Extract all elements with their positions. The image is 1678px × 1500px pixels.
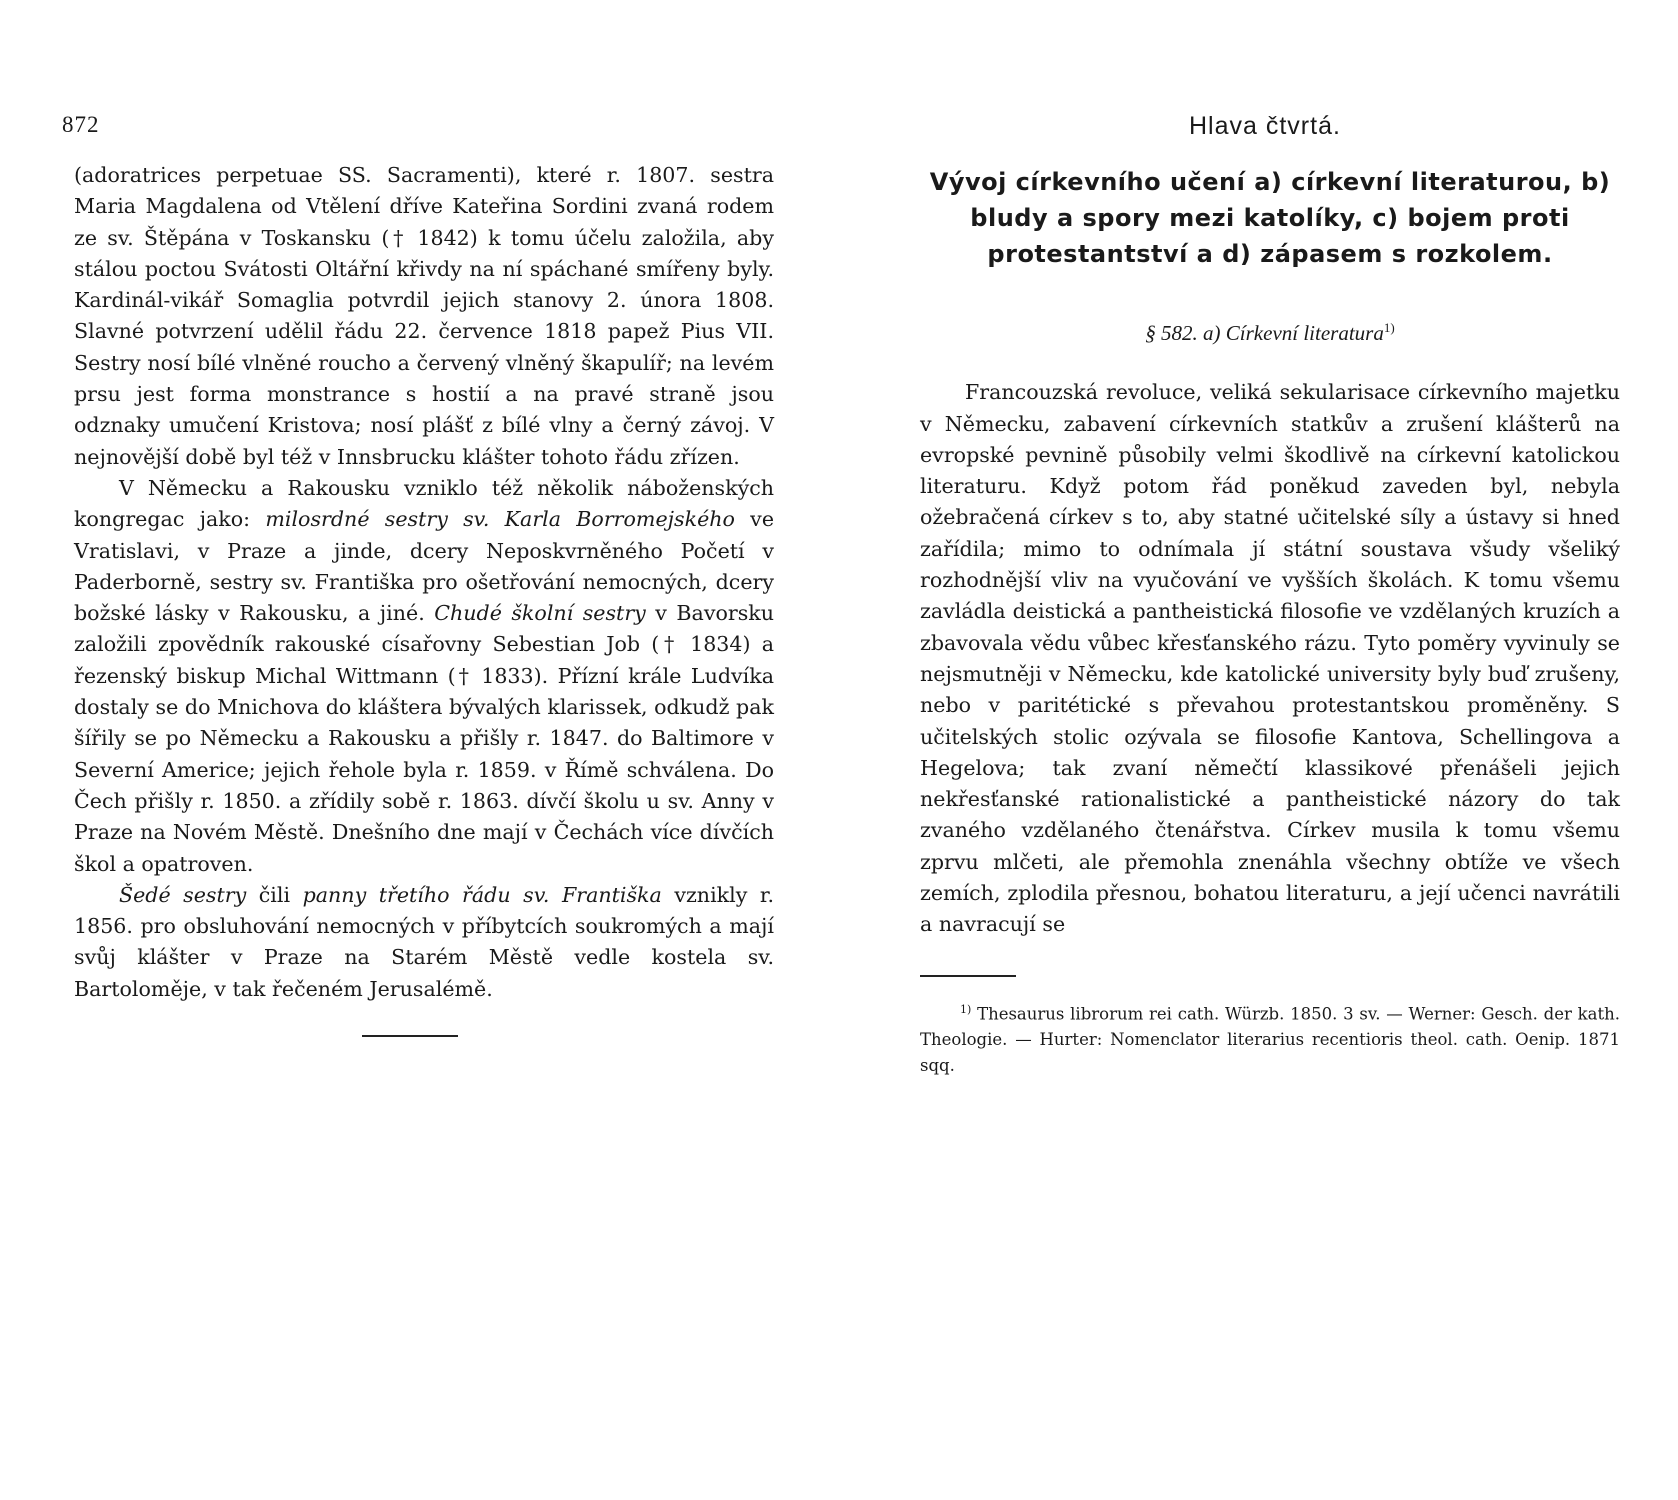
section-heading (920, 312, 1620, 349)
end-rule (362, 1035, 458, 1037)
running-head: Hlava čtvrtá. (1189, 112, 1341, 140)
italic-run: milosrdné sestry sv. Karla Borromejského (265, 507, 735, 532)
left-column (74, 160, 774, 1005)
text-run: V Německu a Rakousku vzniklo též několik náboženských kongregac jako: (74, 475, 774, 532)
footnote-reference: 1) (1383, 320, 1395, 335)
text-run: čili (246, 882, 303, 907)
footnote-text: Thesaurus librorum rei cath. Würzb. 1850. 3 sv. — Werner: Gesch. der kath. Theologie. — Hurter: Nomenclator literarius recentioris theol. cath. Oenip. 1871 sqq. (920, 1004, 1620, 1076)
italic-run: Chudé školní sestry (434, 601, 646, 626)
text-run: vznikly r. 1856. pro obsluhování nemocných v příbytcích soukromých a mají svůj klášter v Praze na Starém Městě vedle kostela sv. Bartoloměje, v tak řečeném Jerusalémě. (74, 882, 774, 1001)
italic-run: Šedé sestry (119, 882, 247, 907)
left-paragraph-2 (74, 473, 774, 880)
text-run: ve Vratislavi, v Praze a jinde, dcery Neposkvrněného Početí v Paderborně, sestry sv. Františka pro ošetřování nemocných, dcery božské lásky v Rakousku, a jiné. (74, 507, 775, 626)
left-paragraph-1: (adoratrices perpetuae SS. Sacramenti), které r. 1807. sestra Maria Magdalena od Vtělení dříve Kateřina Sordini zvaná rodem ze sv. Štěpána v Toskansku († 1842) k tomu účelu založila, aby stálou poctou Svátosti Oltářní křivdy na ní spáchané smířeny byly. Kardinál-vikář Somaglia potvrdil jejich stanovy 2. února 1808. Slavné potvrzení udělil řádu 22. července 1818 papež Pius VII. Sestry nosí bílé vlněné roucho a červený vlněný škapulíř; na levém prsu jest forma monstrance s hostií a na pravé straně jsou odznaky umučení Kristova; nosí plášť z bílé vlny a černý závoj. V nejnovější době byl též v Innsbrucku klášter tohoto řádu zřízen. (74, 163, 774, 469)
page-number: 872 (62, 112, 100, 137)
chapter-title: Vývoj církevního učení a) církevní literaturou, b) bludy a spory mezi katolíky, c) bojem proti protestantství a d) zápasem s rozkolem. (929, 168, 1611, 268)
text-run: v Bavorsku založili zpovědník rakouské císařovny Sebestian Job († 1834) a řezenský biskup Michal Wittmann († 1833). Přízní krále Ludvíka dostaly se do Mnichova do kláštera bývalých klarissek, odkudž pak šířily se po Německu a Rakousku a přišly r. 1847. do Baltimore v Severní Americe; jejich řehole byla r. 1859. v Římě schválena. Do Čech přišly r. 1850. a zřídily sobě r. 1863. dívčí školu u sv. Anny v Praze na Novém Městě. Dnešního dne mají v Čechách více dívčích škol a opatroven. (74, 601, 775, 876)
footnote-mark: 1) (960, 1002, 972, 1016)
footnote-rule (920, 975, 1016, 977)
left-paragraph-3 (74, 880, 774, 1005)
right-column (920, 164, 1620, 1079)
italic-run: panny třetího řádu sv. Františka (302, 882, 662, 907)
footnote (920, 997, 1620, 1080)
right-paragraph-1: Francouzská revoluce, veliká sekularisace církevního majetku v Německu, zabavení církevních statkův a zrušení klášterů na evropské pevnině působily velmi škodlivě na církevní katolickou literaturu. Když potom řád poněkud zaveden byl, nebyla ožebračená církev s to, aby statné učitelské síly a ústavy si hned zařídila; mimo to odnímala jí státní soustava všudy všeliký rozhodnější vliv na vyučování ve vyšších školách. K tomu všemu zavládla deistická a pantheistická filosofie ve vzdělaných kruzích a zbavovala vědu vůbec křesťanského rázu. Tyto poměry vyvinuly se nejsmutněji v Německu, kde katolické university byly buď zrušeny, nebo v paritétické s převahou protestantskou proměněny. S učitelských stolic ozývala se filosofie Kantova, Schellingova a Hegelova; tak zvaní němečtí klassikové přenášeli jejich nekřesťanské rationalistické a pantheistické názory do tak zvaného vzdělaného čtenářstva. Církev musila k tomu všemu zprvu mlčeti, ale přemohla znenáhla všechny obtíže ve všech zemích, zplodila přesnou, bohatou literaturu, a její učenci navrátili a navracují se (920, 380, 1620, 937)
section-heading-text: § 582. a) Církevní literatura (1145, 321, 1384, 345)
